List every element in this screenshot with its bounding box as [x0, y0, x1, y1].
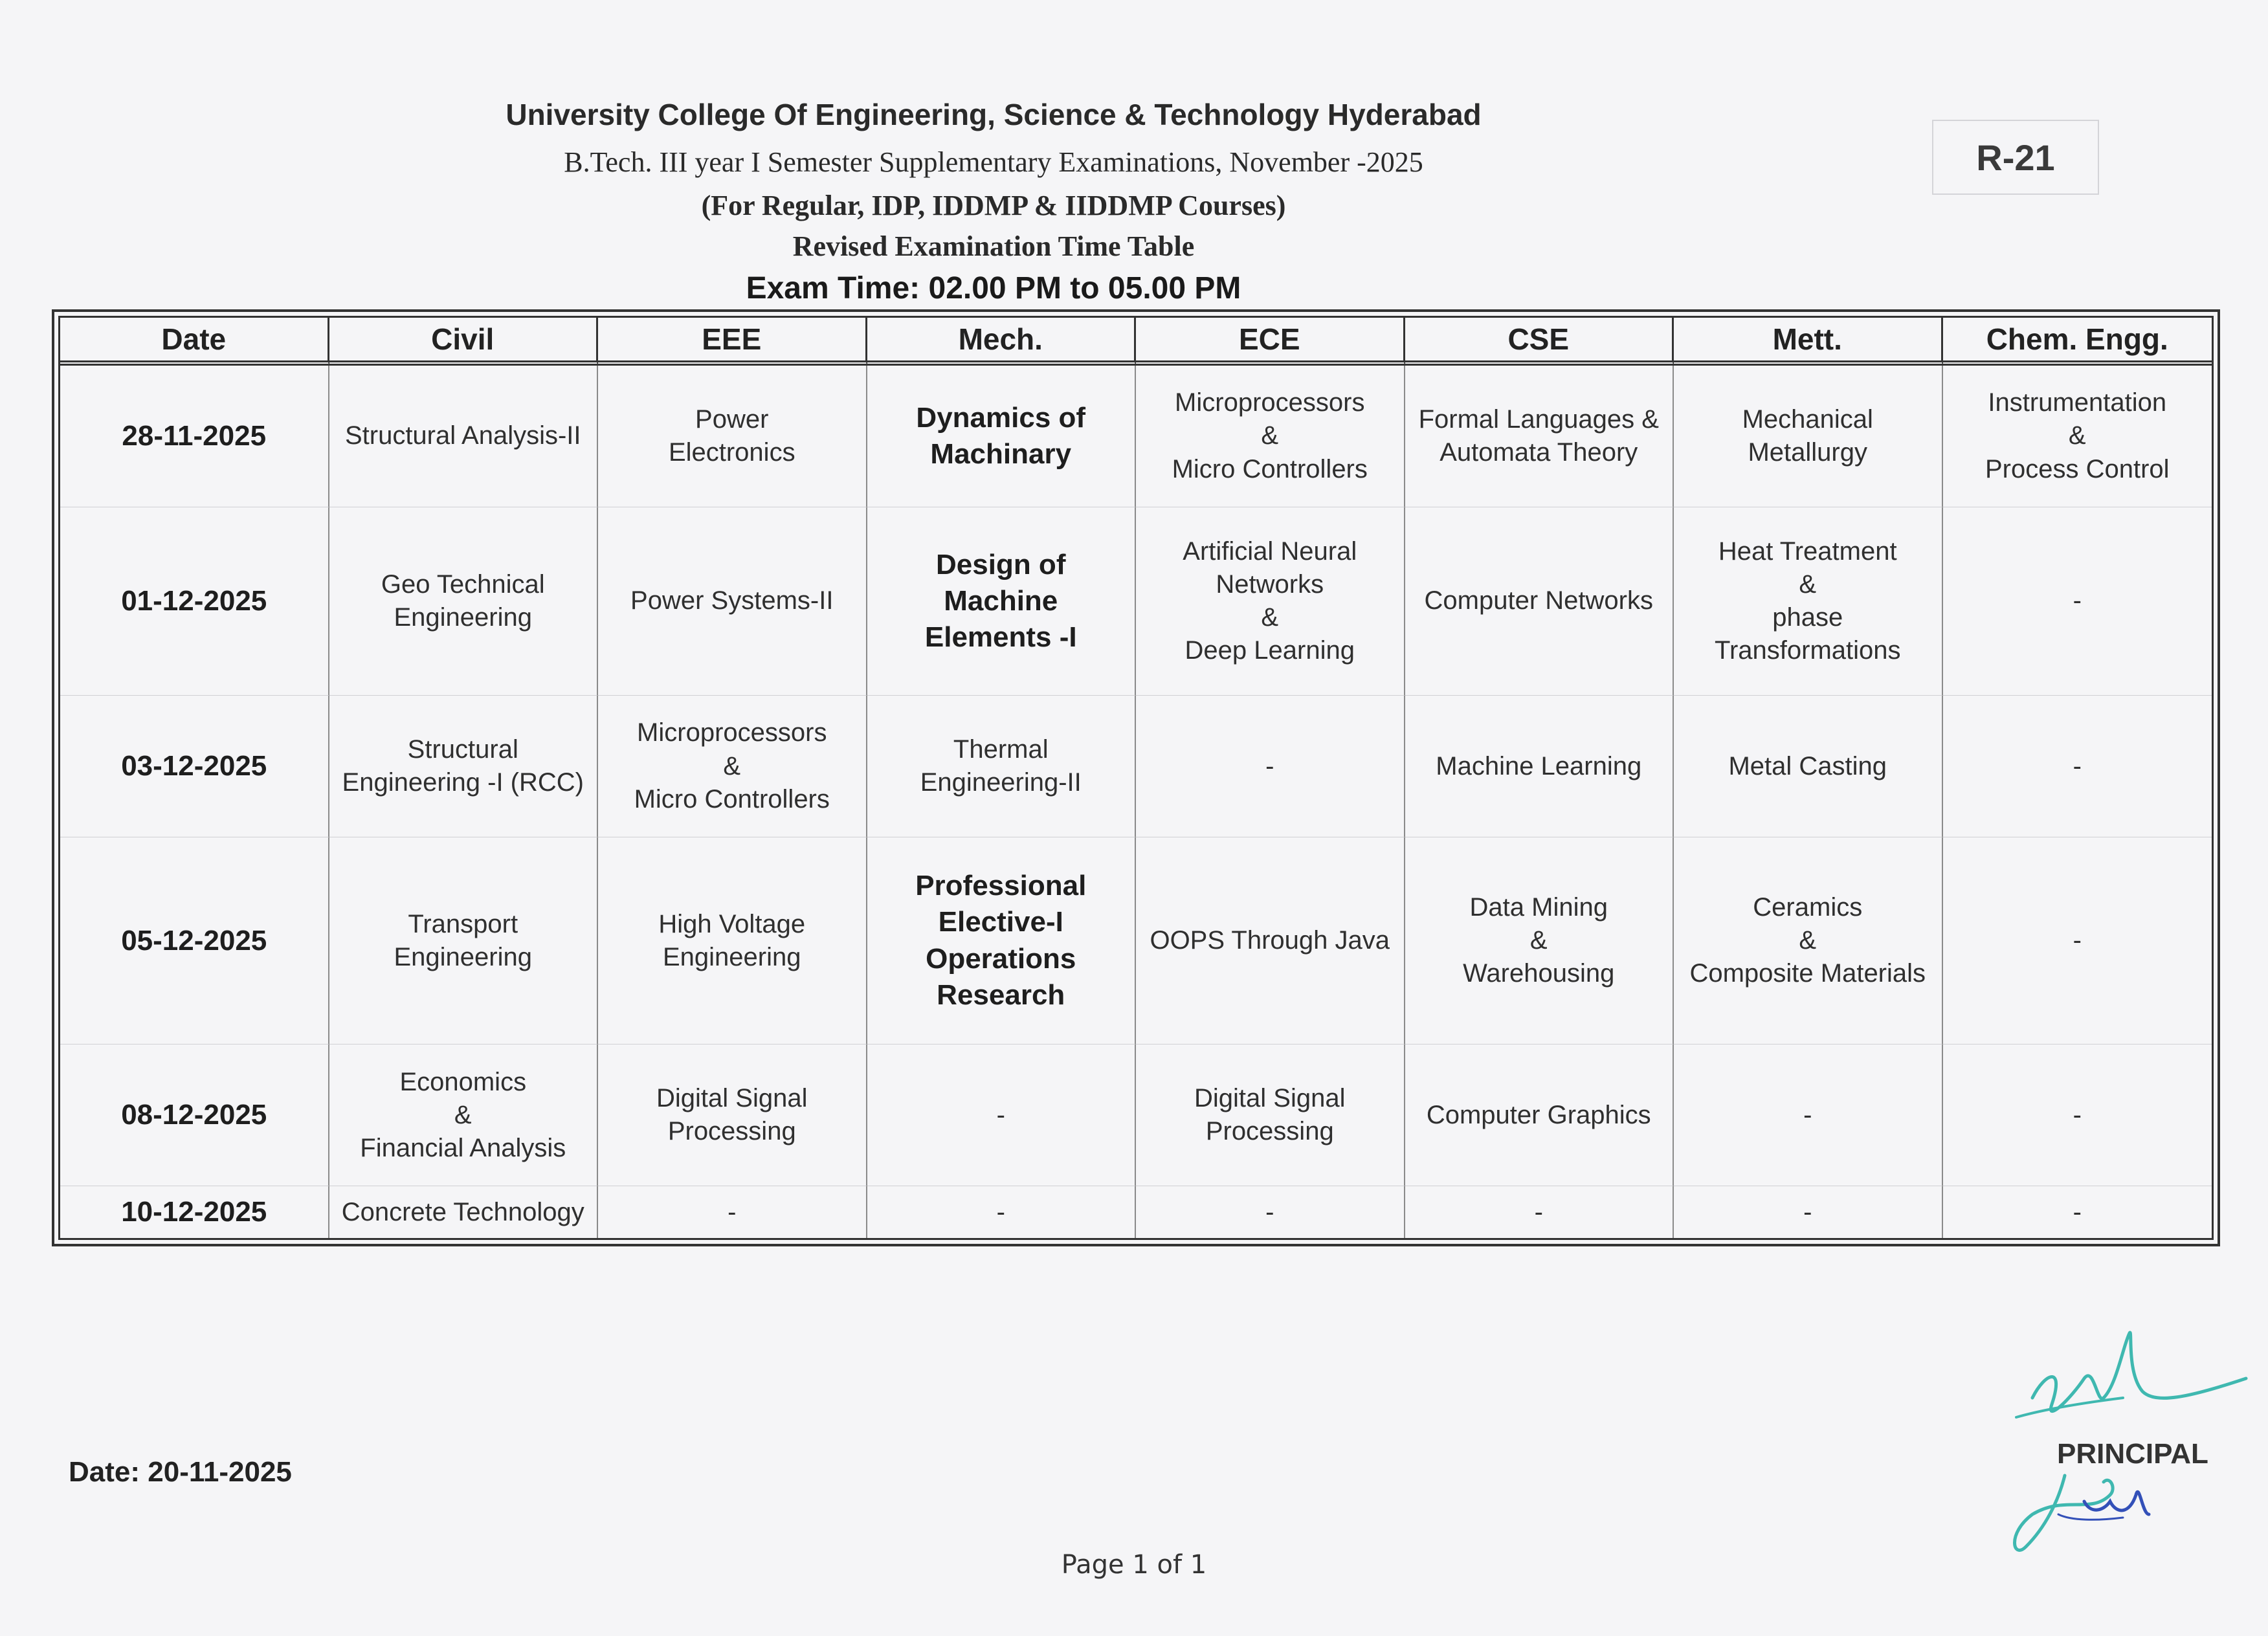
- subject-line: Machine Learning: [1436, 751, 1642, 780]
- subject-cell-cse: [1405, 837, 1674, 1045]
- timetable-table: [60, 318, 2212, 1238]
- subject-line: Operations: [926, 942, 1076, 975]
- subject-cell-chem: [1943, 1045, 2212, 1186]
- subject-line: Micro Controllers: [634, 784, 830, 813]
- subject-cell-cse: [1405, 696, 1674, 837]
- col-header-mech: Mech.: [867, 318, 1137, 366]
- timetable-body: [60, 366, 2212, 1238]
- subject-line: -: [728, 1197, 737, 1226]
- subject-line: Metal Casting: [1728, 751, 1887, 780]
- subject-line: Deep Learning: [1184, 636, 1355, 665]
- subject-cell-cse: [1405, 1186, 1674, 1238]
- col-header-ece: ECE: [1136, 318, 1405, 366]
- subject-line: &: [1799, 926, 1817, 955]
- subject-line: Machinary: [930, 437, 1072, 470]
- subject-cell-civil: [329, 507, 599, 696]
- subject-line: -: [2073, 1197, 2082, 1226]
- subject-line: -: [2073, 926, 2082, 955]
- subject-line: Power: [695, 404, 769, 434]
- subject-cell-civil: [329, 837, 599, 1045]
- subject-line: phase: [1772, 603, 1843, 632]
- subject-line: Transformations: [1715, 636, 1901, 665]
- exam-date: 03-12-2025: [60, 696, 329, 837]
- exam-title: B.Tech. III year I Semester Supplementary Examinations, November -2025: [564, 146, 1423, 178]
- table-row: [60, 507, 2212, 696]
- subject-line: -: [1803, 1197, 1812, 1226]
- subject-cell-ece: [1136, 837, 1405, 1045]
- table-row: [60, 696, 2212, 837]
- subject-line: &: [723, 751, 741, 780]
- subject-line: Professional: [915, 870, 1087, 902]
- subject-line: Research: [937, 979, 1065, 1011]
- exam-time: Exam Time: 02.00 PM to 05.00 PM: [746, 271, 1241, 305]
- subject-line: Electronics: [668, 437, 795, 467]
- table-row: [60, 837, 2212, 1045]
- subject-line: Dynamics of: [916, 401, 1086, 434]
- subject-cell-ece: [1136, 1186, 1405, 1238]
- subject-line: Machine: [944, 584, 1058, 617]
- issue-date: Date: 20-11-2025: [69, 1456, 292, 1488]
- subject-line: Elements -I: [924, 621, 1077, 654]
- subject-line: Metallurgy: [1748, 437, 1867, 467]
- subject-line: Digital Signal: [656, 1084, 808, 1113]
- timetable: [52, 309, 2220, 1246]
- subject-line: Geo Technical: [381, 569, 545, 599]
- subject-line: Data Mining: [1469, 892, 1608, 922]
- subject-cell-mech: [867, 696, 1137, 837]
- subject-line: Processing: [667, 1117, 796, 1146]
- subject-line: Digital Signal: [1194, 1084, 1346, 1113]
- subject-line: &: [454, 1100, 472, 1129]
- exam-date: 01-12-2025: [60, 507, 329, 696]
- subject-line: -: [996, 1197, 1005, 1226]
- subject-cell-civil: [329, 696, 599, 837]
- subject-line: Processing: [1205, 1117, 1334, 1146]
- subject-line: Thermal: [953, 735, 1049, 764]
- subject-cell-mech: [867, 366, 1137, 507]
- subject-line: High Voltage: [658, 909, 806, 938]
- subject-line: Engineering -I (RCC): [342, 768, 584, 797]
- subject-line: Concrete Technology: [341, 1197, 584, 1226]
- subject-line: Computer Graphics: [1426, 1100, 1651, 1129]
- subject-cell-mech: [867, 1186, 1137, 1238]
- courses-line: (For Regular, IDP, IDDMP & IIDDMP Courses): [701, 190, 1286, 221]
- subject-cell-mett: [1674, 696, 1943, 837]
- subject-line: Economics: [399, 1067, 527, 1096]
- institution-title: University College Of Engineering, Science & Technology Hyderabad: [506, 98, 1482, 131]
- col-header-cse: CSE: [1405, 318, 1674, 366]
- subject-line: Instrumentation: [1988, 388, 2167, 417]
- subject-line: Networks: [1216, 569, 1324, 599]
- subject-cell-eee: [598, 837, 867, 1045]
- subject-cell-eee: [598, 1045, 867, 1186]
- subject-cell-chem: [1943, 837, 2212, 1045]
- subject-line: -: [2073, 751, 2082, 780]
- table-row: [60, 366, 2212, 507]
- subject-line: Process Control: [1984, 454, 2170, 483]
- col-header-eee: EEE: [598, 318, 867, 366]
- col-header-civil: Civil: [329, 318, 599, 366]
- subject-cell-chem: [1943, 1186, 2212, 1238]
- subject-line: -: [1534, 1197, 1543, 1226]
- subject-cell-cse: [1405, 1045, 1674, 1186]
- subject-line: -: [1265, 751, 1274, 780]
- subject-cell-chem: [1943, 696, 2212, 837]
- subject-line: Engineering: [394, 942, 532, 971]
- subject-line: Warehousing: [1463, 959, 1615, 988]
- subject-line: &: [1529, 926, 1548, 955]
- table-row: [60, 1186, 2212, 1238]
- subject-line: Heat Treatment: [1718, 536, 1897, 566]
- subject-line: Engineering: [394, 603, 532, 632]
- col-header-date: Date: [60, 318, 329, 366]
- subject-cell-mech: [867, 507, 1137, 696]
- subject-cell-eee: [598, 507, 867, 696]
- subject-cell-cse: [1405, 507, 1674, 696]
- subject-cell-chem: [1943, 507, 2212, 696]
- subject-line: Design of: [936, 548, 1066, 580]
- subject-line: Engineering-II: [920, 768, 1082, 797]
- subject-line: Ceramics: [1753, 892, 1863, 922]
- subject-cell-ece: [1136, 1045, 1405, 1186]
- subject-line: &: [1799, 569, 1817, 599]
- exam-date: 28-11-2025: [60, 366, 329, 507]
- table-row: [60, 1045, 2212, 1186]
- exam-date: 05-12-2025: [60, 837, 329, 1045]
- subject-line: Automata Theory: [1440, 437, 1638, 467]
- subject-cell-ece: [1136, 696, 1405, 837]
- subject-line: &: [1261, 421, 1279, 450]
- subject-line: -: [1803, 1100, 1812, 1129]
- subject-line: Micro Controllers: [1172, 454, 1368, 483]
- principal-label: PRINCIPAL: [2057, 1438, 2208, 1470]
- regulation-badge: R-21: [1932, 120, 2099, 195]
- subject-cell-mett: [1674, 1186, 1943, 1238]
- subject-cell-mett: [1674, 1045, 1943, 1186]
- subject-line: -: [2073, 1100, 2082, 1129]
- subject-line: -: [996, 1100, 1005, 1129]
- subject-cell-mett: [1674, 507, 1943, 696]
- subject-cell-cse: [1405, 366, 1674, 507]
- subject-line: &: [1261, 603, 1279, 632]
- subject-line: Elective-I: [938, 906, 1063, 938]
- subject-line: Transport: [408, 909, 518, 938]
- col-header-mett: Mett.: [1674, 318, 1943, 366]
- header-row: [60, 318, 2212, 366]
- subject-cell-civil: [329, 366, 599, 507]
- subject-cell-chem: [1943, 366, 2212, 507]
- subject-line: Structural: [407, 735, 518, 764]
- subject-line: Structural Analysis-II: [344, 421, 581, 450]
- subject-cell-civil: [329, 1186, 599, 1238]
- subject-cell-ece: [1136, 507, 1405, 696]
- page-number: Page 1 of 1: [1061, 1550, 1207, 1580]
- subject-line: Formal Languages &: [1418, 404, 1659, 434]
- subject-line: Microprocessors: [637, 718, 827, 747]
- subject-line: Financial Analysis: [360, 1133, 566, 1162]
- subject-cell-eee: [598, 696, 867, 837]
- subject-line: Composite Materials: [1689, 959, 1926, 988]
- doc-type: Revised Examination Time Table: [792, 230, 1195, 262]
- subject-line: Power Systems-II: [630, 586, 834, 615]
- subject-cell-mett: [1674, 366, 1943, 507]
- subject-line: &: [2068, 421, 2086, 450]
- subject-cell-eee: [598, 366, 867, 507]
- subject-cell-ece: [1136, 366, 1405, 507]
- col-header-chem: Chem. Engg.: [1943, 318, 2212, 366]
- subject-cell-mett: [1674, 837, 1943, 1045]
- subject-line: -: [1265, 1197, 1274, 1226]
- subject-cell-eee: [598, 1186, 867, 1238]
- subject-line: Computer Networks: [1424, 586, 1653, 615]
- exam-date: 08-12-2025: [60, 1045, 329, 1186]
- subject-line: Mechanical: [1742, 404, 1873, 434]
- subject-cell-mech: [867, 1045, 1137, 1186]
- subject-cell-civil: [329, 1045, 599, 1186]
- subject-line: OOPS Through Java: [1150, 926, 1390, 955]
- exam-date: 10-12-2025: [60, 1186, 329, 1238]
- subject-line: Microprocessors: [1175, 388, 1365, 417]
- subject-line: -: [2073, 586, 2082, 615]
- subject-line: Artificial Neural: [1183, 536, 1357, 566]
- subject-cell-mech: [867, 837, 1137, 1045]
- subject-line: Engineering: [663, 942, 801, 971]
